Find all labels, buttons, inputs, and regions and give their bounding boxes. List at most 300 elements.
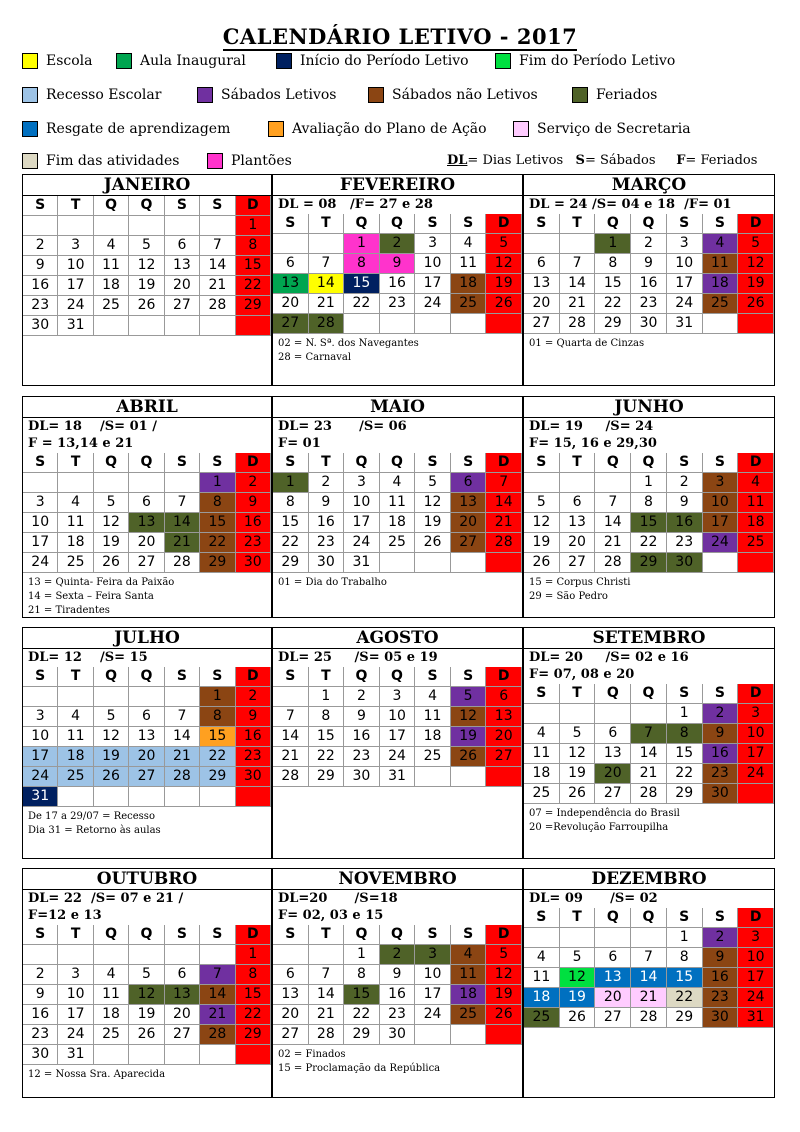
day-cell: 18 bbox=[94, 1005, 129, 1025]
month-info: DL= 18 /S= 01 / bbox=[28, 419, 157, 434]
day-cell: 4 bbox=[94, 965, 129, 985]
weekday-header: T bbox=[309, 453, 345, 473]
weekday-header: Q bbox=[595, 908, 631, 928]
day-cell: 2 bbox=[23, 236, 58, 256]
empty-cell bbox=[165, 316, 200, 336]
day-cell: 14 bbox=[200, 256, 235, 276]
day-cell: 6 bbox=[524, 254, 560, 274]
day-cell: 20 bbox=[273, 1005, 309, 1025]
day-cell: 14 bbox=[309, 985, 345, 1005]
day-cell: 20 bbox=[129, 533, 164, 553]
day-cell: 1 bbox=[667, 704, 703, 724]
day-cell: 26 bbox=[486, 294, 522, 314]
legend-item-resgate bbox=[22, 121, 230, 137]
day-cell: 17 bbox=[380, 727, 416, 747]
day-cell: 14 bbox=[631, 968, 667, 988]
empty-cell bbox=[631, 704, 667, 724]
day-cell: 28 bbox=[309, 314, 345, 334]
weekday-header: Q bbox=[129, 196, 164, 216]
empty-cell bbox=[94, 945, 129, 965]
empty-cell bbox=[273, 687, 309, 707]
day-cell: 19 bbox=[94, 533, 129, 553]
day-cell: 16 bbox=[23, 276, 58, 296]
day-cell: 30 bbox=[309, 553, 345, 573]
legend-label: Sábados não Letivos bbox=[392, 87, 538, 103]
day-cell: 4 bbox=[94, 236, 129, 256]
empty-cell bbox=[165, 1045, 200, 1065]
day-cell: 11 bbox=[703, 254, 739, 274]
day-cell: 27 bbox=[486, 747, 522, 767]
legend-item-recesso bbox=[22, 87, 161, 103]
day-cell: 7 bbox=[631, 948, 667, 968]
empty-cell bbox=[486, 767, 522, 787]
month-info: DL = 08 /F= 27 e 28 bbox=[278, 197, 433, 212]
empty-cell bbox=[94, 787, 129, 807]
day-cell: 9 bbox=[236, 707, 271, 727]
day-cell: 15 bbox=[236, 985, 271, 1005]
day-cell: 22 bbox=[667, 988, 703, 1008]
day-cell: 8 bbox=[667, 724, 703, 744]
day-cell: 28 bbox=[309, 1025, 345, 1045]
month-agosto bbox=[272, 627, 523, 859]
weekday-header: S bbox=[524, 684, 560, 704]
weekday-header: Q bbox=[344, 214, 380, 234]
month-name: SETEMBRO bbox=[524, 628, 774, 649]
day-cell: 17 bbox=[23, 747, 58, 767]
weekday-header: Q bbox=[344, 925, 380, 945]
day-cell: 21 bbox=[486, 513, 522, 533]
month-maio bbox=[272, 396, 523, 618]
weekday-header: S bbox=[667, 684, 703, 704]
month-info: F= 07, 08 e 20 bbox=[529, 667, 635, 682]
day-cell: 11 bbox=[524, 968, 560, 988]
empty-cell bbox=[94, 216, 129, 236]
day-cell: 1 bbox=[344, 234, 380, 254]
day-cell: 8 bbox=[631, 493, 667, 513]
empty-cell bbox=[200, 787, 235, 807]
day-cell: 17 bbox=[58, 1005, 93, 1025]
month-notes: 01 = Quarta de Cinzas bbox=[529, 338, 645, 349]
legend-item-feriado bbox=[572, 87, 657, 103]
empty-cell bbox=[703, 314, 739, 334]
empty-cell bbox=[738, 784, 774, 804]
day-cell: 5 bbox=[129, 236, 164, 256]
month-name: AGOSTO bbox=[273, 628, 522, 649]
day-cell: 9 bbox=[23, 256, 58, 276]
weekday-header: S bbox=[200, 196, 235, 216]
legend-label: Recesso Escolar bbox=[46, 87, 162, 103]
month-name: ABRIL bbox=[23, 397, 271, 418]
day-cell: 26 bbox=[94, 553, 129, 573]
day-cell: 30 bbox=[236, 553, 271, 573]
day-cell: 6 bbox=[595, 724, 631, 744]
weekday-header: Q bbox=[631, 908, 667, 928]
day-cell: 20 bbox=[273, 294, 309, 314]
weekday-header: S bbox=[667, 908, 703, 928]
day-cell: 10 bbox=[58, 985, 93, 1005]
legend-label: Serviço de Secretaria bbox=[537, 121, 691, 137]
day-cell: 31 bbox=[58, 1045, 93, 1065]
month-notes: 02 = Finados 15 = Proclamação da República bbox=[278, 1049, 441, 1074]
day-cell: 22 bbox=[200, 747, 235, 767]
day-cell: 19 bbox=[415, 513, 451, 533]
day-cell: 9 bbox=[309, 493, 345, 513]
weekday-header: S bbox=[524, 908, 560, 928]
weekday-header: S bbox=[451, 925, 487, 945]
day-cell: 28 bbox=[165, 767, 200, 787]
empty-cell bbox=[344, 314, 380, 334]
day-cell: 19 bbox=[94, 747, 129, 767]
day-cell: 5 bbox=[738, 234, 774, 254]
day-cell: 9 bbox=[380, 965, 416, 985]
day-cell: 6 bbox=[273, 965, 309, 985]
weekday-header: Q bbox=[631, 214, 667, 234]
day-cell: 21 bbox=[309, 1005, 345, 1025]
day-cell: 24 bbox=[738, 988, 774, 1008]
day-cell: 20 bbox=[524, 294, 560, 314]
day-cell: 7 bbox=[595, 493, 631, 513]
day-cell: 28 bbox=[273, 767, 309, 787]
empty-cell bbox=[129, 945, 164, 965]
month-notes: 12 = Nossa Sra. Aparecida bbox=[28, 1069, 166, 1080]
day-cell: 4 bbox=[451, 234, 487, 254]
weekday-header: Q bbox=[344, 453, 380, 473]
empty-cell bbox=[631, 928, 667, 948]
day-cell: 1 bbox=[236, 216, 271, 236]
empty-cell bbox=[380, 553, 416, 573]
month-info: DL=20 /S=18 bbox=[278, 891, 398, 906]
weekday-header: S bbox=[273, 925, 309, 945]
day-cell: 4 bbox=[703, 234, 739, 254]
day-cell: 25 bbox=[703, 294, 739, 314]
day-cell: 7 bbox=[165, 493, 200, 513]
day-cell: 24 bbox=[344, 533, 380, 553]
day-cell: 5 bbox=[560, 724, 596, 744]
day-cell: 12 bbox=[415, 493, 451, 513]
day-cell: 28 bbox=[165, 553, 200, 573]
day-cell: 6 bbox=[560, 493, 596, 513]
day-cell: 6 bbox=[165, 965, 200, 985]
empty-cell bbox=[595, 704, 631, 724]
day-cell: 10 bbox=[738, 724, 774, 744]
day-cell: 16 bbox=[344, 727, 380, 747]
weekday-header: T bbox=[560, 214, 596, 234]
empty-cell bbox=[703, 553, 739, 573]
month-info: DL= 20 /S= 02 e 16 bbox=[529, 650, 689, 665]
day-cell: 10 bbox=[380, 707, 416, 727]
day-cell: 30 bbox=[380, 1025, 416, 1045]
day-cell: 9 bbox=[631, 254, 667, 274]
empty-cell bbox=[200, 1045, 235, 1065]
day-cell: 14 bbox=[165, 727, 200, 747]
day-cell: 1 bbox=[309, 687, 345, 707]
weekday-header: D bbox=[738, 684, 774, 704]
day-cell: 25 bbox=[94, 1025, 129, 1045]
weekday-header: D bbox=[738, 453, 774, 473]
day-cell: 19 bbox=[129, 1005, 164, 1025]
day-cell: 29 bbox=[273, 553, 309, 573]
day-cell: 13 bbox=[560, 513, 596, 533]
empty-cell bbox=[524, 473, 560, 493]
day-cell: 16 bbox=[380, 274, 416, 294]
month-name: JULHO bbox=[23, 628, 271, 649]
empty-cell bbox=[273, 234, 309, 254]
day-cell: 4 bbox=[451, 945, 487, 965]
day-cell: 22 bbox=[236, 276, 271, 296]
weekday-header: S bbox=[451, 214, 487, 234]
day-cell: 30 bbox=[703, 1008, 739, 1028]
day-cell: 25 bbox=[524, 1008, 560, 1028]
month-notes: 15 = Corpus Christi 29 = São Pedro bbox=[529, 577, 631, 602]
day-cell: 12 bbox=[560, 744, 596, 764]
month-janeiro bbox=[22, 174, 272, 386]
day-cell: 22 bbox=[273, 533, 309, 553]
day-cell: 6 bbox=[451, 473, 487, 493]
weekday-header: T bbox=[58, 667, 93, 687]
day-cell: 8 bbox=[344, 965, 380, 985]
weekday-header: Q bbox=[380, 925, 416, 945]
weekday-header: D bbox=[236, 196, 271, 216]
legend-swatch bbox=[276, 53, 292, 69]
day-cell: 16 bbox=[380, 985, 416, 1005]
day-cell: 10 bbox=[344, 493, 380, 513]
day-cell: 15 bbox=[344, 274, 380, 294]
day-cell: 24 bbox=[415, 1005, 451, 1025]
day-cell: 7 bbox=[200, 236, 235, 256]
day-cell: 18 bbox=[524, 988, 560, 1008]
weekday-header: S bbox=[273, 214, 309, 234]
day-cell: 2 bbox=[236, 687, 271, 707]
month-notes: 07 = Independência do Brasil 20 =Revolução Farroupilha bbox=[529, 808, 680, 833]
empty-cell bbox=[451, 1025, 487, 1045]
day-cell: 23 bbox=[23, 1025, 58, 1045]
day-cell: 1 bbox=[200, 687, 235, 707]
empty-cell bbox=[165, 687, 200, 707]
empty-cell bbox=[129, 787, 164, 807]
month-julho bbox=[22, 627, 272, 859]
day-cell: 30 bbox=[23, 316, 58, 336]
day-cell: 29 bbox=[200, 553, 235, 573]
empty-cell bbox=[486, 314, 522, 334]
weekday-header: S bbox=[703, 908, 739, 928]
month-info: DL= 25 /S= 05 e 19 bbox=[278, 650, 438, 665]
legend-item-fim bbox=[495, 53, 675, 69]
day-cell: 29 bbox=[595, 314, 631, 334]
day-cell: 21 bbox=[309, 294, 345, 314]
empty-cell bbox=[451, 553, 487, 573]
legend-swatch bbox=[22, 153, 38, 169]
month-notes: 13 = Quinta- Feira da Paixão 14 = Sexta – Feira Santa 21 = Tiradentes bbox=[28, 577, 175, 616]
day-cell: 25 bbox=[94, 296, 129, 316]
empty-cell bbox=[309, 945, 345, 965]
empty-cell bbox=[94, 473, 129, 493]
day-cell: 25 bbox=[738, 533, 774, 553]
day-cell: 19 bbox=[451, 727, 487, 747]
empty-cell bbox=[23, 473, 58, 493]
weekday-header: D bbox=[236, 453, 271, 473]
weekday-header: S bbox=[23, 453, 58, 473]
day-cell: 2 bbox=[236, 473, 271, 493]
day-cell: 27 bbox=[524, 314, 560, 334]
weekday-header: S bbox=[524, 214, 560, 234]
day-cell: 1 bbox=[200, 473, 235, 493]
legend-item-escola bbox=[22, 53, 93, 69]
day-cell: 29 bbox=[236, 1025, 271, 1045]
day-cell: 4 bbox=[738, 473, 774, 493]
month-fevereiro bbox=[272, 174, 523, 386]
day-cell: 22 bbox=[344, 294, 380, 314]
day-cell: 6 bbox=[486, 687, 522, 707]
day-cell: 26 bbox=[451, 747, 487, 767]
day-cell: 19 bbox=[129, 276, 164, 296]
day-cell: 4 bbox=[524, 948, 560, 968]
day-cell: 3 bbox=[58, 236, 93, 256]
day-cell: 15 bbox=[344, 985, 380, 1005]
day-cell: 21 bbox=[560, 294, 596, 314]
empty-cell bbox=[58, 787, 93, 807]
weekday-header: S bbox=[415, 214, 451, 234]
weekday-header: S bbox=[703, 453, 739, 473]
weekday-header: S bbox=[667, 453, 703, 473]
day-cell: 2 bbox=[631, 234, 667, 254]
month-name: JUNHO bbox=[524, 397, 774, 418]
day-cell: 13 bbox=[595, 744, 631, 764]
day-cell: 9 bbox=[380, 254, 416, 274]
day-cell: 25 bbox=[451, 1005, 487, 1025]
day-cell: 23 bbox=[236, 533, 271, 553]
weekday-header: S bbox=[703, 214, 739, 234]
day-cell: 22 bbox=[667, 764, 703, 784]
day-cell: 24 bbox=[23, 767, 58, 787]
weekday-header: S bbox=[524, 453, 560, 473]
day-cell: 15 bbox=[236, 256, 271, 276]
day-cell: 26 bbox=[738, 294, 774, 314]
weekday-header: Q bbox=[94, 925, 129, 945]
empty-cell bbox=[236, 1045, 271, 1065]
day-cell: 3 bbox=[23, 493, 58, 513]
day-cell: 1 bbox=[667, 928, 703, 948]
month-notes: 02 = N. Sª. dos Navegantes 28 = Carnaval bbox=[278, 338, 419, 363]
empty-cell bbox=[273, 945, 309, 965]
day-cell: 13 bbox=[486, 707, 522, 727]
day-cell: 8 bbox=[273, 493, 309, 513]
legend-swatch bbox=[207, 153, 223, 169]
empty-cell bbox=[236, 787, 271, 807]
day-cell: 17 bbox=[738, 744, 774, 764]
empty-cell bbox=[524, 234, 560, 254]
day-cell: 23 bbox=[380, 1005, 416, 1025]
empty-cell bbox=[486, 1025, 522, 1045]
empty-cell bbox=[451, 314, 487, 334]
weekday-header: D bbox=[486, 667, 522, 687]
day-cell: 14 bbox=[165, 513, 200, 533]
day-cell: 2 bbox=[344, 687, 380, 707]
day-cell: 21 bbox=[200, 276, 235, 296]
weekday-header: S bbox=[165, 196, 200, 216]
month-info: DL= 23 /S= 06 bbox=[278, 419, 407, 434]
day-cell: 11 bbox=[380, 493, 416, 513]
empty-cell bbox=[129, 216, 164, 236]
day-cell: 15 bbox=[200, 513, 235, 533]
day-cell: 3 bbox=[703, 473, 739, 493]
month-info: F=12 e 13 bbox=[28, 908, 102, 923]
empty-cell bbox=[94, 687, 129, 707]
weekday-header: S bbox=[200, 667, 235, 687]
weekday-header: Q bbox=[595, 453, 631, 473]
day-cell: 23 bbox=[703, 988, 739, 1008]
legend-item-inicio bbox=[276, 53, 469, 69]
legend-swatch bbox=[22, 53, 38, 69]
weekday-header: Q bbox=[129, 925, 164, 945]
empty-cell bbox=[129, 687, 164, 707]
day-cell: 26 bbox=[129, 1025, 164, 1045]
day-cell: 18 bbox=[451, 274, 487, 294]
day-cell: 24 bbox=[415, 294, 451, 314]
day-cell: 17 bbox=[23, 533, 58, 553]
day-cell: 2 bbox=[380, 234, 416, 254]
month-junho bbox=[523, 396, 775, 618]
day-cell: 23 bbox=[236, 747, 271, 767]
day-cell: 8 bbox=[309, 707, 345, 727]
day-cell: 13 bbox=[273, 985, 309, 1005]
day-cell: 8 bbox=[667, 948, 703, 968]
day-cell: 10 bbox=[667, 254, 703, 274]
day-cell: 31 bbox=[738, 1008, 774, 1028]
day-cell: 15 bbox=[595, 274, 631, 294]
day-cell: 12 bbox=[560, 968, 596, 988]
day-cell: 20 bbox=[165, 276, 200, 296]
day-cell: 27 bbox=[273, 314, 309, 334]
day-cell: 27 bbox=[595, 784, 631, 804]
weekday-header: Q bbox=[129, 453, 164, 473]
weekday-header: D bbox=[236, 925, 271, 945]
day-cell: 17 bbox=[703, 513, 739, 533]
day-cell: 11 bbox=[524, 744, 560, 764]
month-info: DL = 24 /S= 04 e 18 /F= 01 bbox=[529, 197, 732, 212]
day-cell: 24 bbox=[23, 553, 58, 573]
empty-cell bbox=[560, 704, 596, 724]
empty-cell bbox=[94, 316, 129, 336]
empty-cell bbox=[560, 234, 596, 254]
weekday-header: Q bbox=[380, 667, 416, 687]
day-cell: 26 bbox=[524, 553, 560, 573]
month-info: F = 13,14 e 21 bbox=[28, 436, 134, 451]
day-cell: 13 bbox=[129, 727, 164, 747]
weekday-header: T bbox=[560, 453, 596, 473]
day-cell: 28 bbox=[595, 553, 631, 573]
day-cell: 29 bbox=[667, 1008, 703, 1028]
day-cell: 16 bbox=[703, 744, 739, 764]
weekday-header: T bbox=[58, 196, 93, 216]
day-cell: 17 bbox=[667, 274, 703, 294]
day-cell: 24 bbox=[58, 1025, 93, 1045]
day-cell: 20 bbox=[486, 727, 522, 747]
day-cell: 21 bbox=[200, 1005, 235, 1025]
abbreviation-legend: DL= Dias Letivos S= Sábados F= Feriados bbox=[447, 153, 758, 168]
empty-cell bbox=[415, 314, 451, 334]
day-cell: 26 bbox=[560, 784, 596, 804]
month-name: MARÇO bbox=[524, 175, 774, 196]
day-cell: 4 bbox=[58, 493, 93, 513]
day-cell: 12 bbox=[94, 513, 129, 533]
day-cell: 14 bbox=[309, 274, 345, 294]
month-novembro bbox=[272, 868, 523, 1098]
day-cell: 3 bbox=[344, 473, 380, 493]
day-cell: 6 bbox=[129, 707, 164, 727]
day-cell: 5 bbox=[415, 473, 451, 493]
month-info: DL= 12 /S= 15 bbox=[28, 650, 148, 665]
empty-cell bbox=[738, 553, 774, 573]
